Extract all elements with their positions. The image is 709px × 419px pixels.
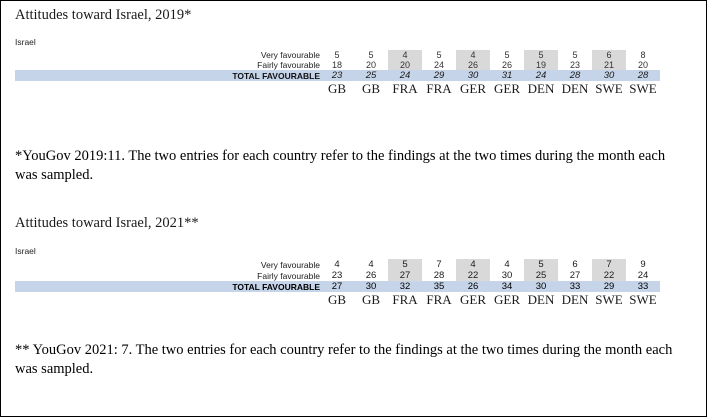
chart-2021-label: Israel [15, 246, 36, 256]
table-row-total [15, 281, 660, 292]
country-label: SWE [595, 292, 623, 307]
chart-2021-table [15, 259, 660, 308]
table-row [15, 270, 660, 281]
section2-heading: Attitudes toward Israel, 2021** [15, 215, 199, 231]
cell: 24 [433, 60, 444, 70]
chart-2019-table [15, 50, 660, 97]
cell: 28 [558, 70, 592, 81]
chart-2019 [15, 37, 685, 97]
row-label-fairly-favourable: Fairly favourable [257, 270, 320, 281]
cell: 4 [456, 259, 490, 270]
country-label: FRA [392, 292, 418, 307]
cell: 7 [592, 259, 626, 270]
cell: 4 [334, 259, 340, 270]
country-label: DEN [527, 81, 555, 96]
cell: 34 [490, 281, 524, 292]
country-label: GB [361, 292, 381, 307]
country-label: GB [327, 292, 347, 307]
cell: 26 [456, 60, 490, 70]
cell: 22 [592, 270, 626, 281]
cell: 30 [354, 281, 388, 292]
country-label: FRA [392, 81, 418, 96]
row-label-very-favourable: Very favourable [260, 259, 320, 270]
country-label: FRA [426, 81, 452, 96]
cell: 26 [501, 60, 512, 70]
cell: 33 [626, 281, 660, 292]
country-label: GER [494, 81, 520, 96]
table-row-total [15, 70, 660, 81]
cell: 18 [331, 60, 342, 70]
row-label-total-favourable: TOTAL FAVOURABLE [15, 281, 320, 292]
country-label: SWE [629, 292, 657, 307]
cell: 33 [558, 281, 592, 292]
country-label: GER [460, 81, 486, 96]
cell: 24 [388, 70, 422, 81]
table-row [15, 259, 660, 270]
cell: 29 [422, 70, 456, 81]
country-label: GER [494, 292, 520, 307]
country-label: DEN [561, 292, 589, 307]
cell: 30 [501, 270, 513, 281]
cell: 4 [504, 259, 510, 270]
country-label: GER [460, 292, 486, 307]
cell: 4 [456, 50, 490, 60]
chart-2019-label: Israel [15, 37, 36, 47]
cell: 28 [433, 270, 445, 281]
cell: 8 [640, 50, 646, 60]
cell: 24 [637, 270, 649, 281]
cell: 27 [388, 270, 422, 281]
cell: 6 [592, 50, 626, 60]
section2-note: ** YouGov 2021: 7. The two entries for each country refer to the findings at the two times during the month each was sampled. [15, 342, 673, 378]
cell: 29 [592, 281, 626, 292]
country-label: SWE [629, 81, 657, 96]
cell: 20 [365, 60, 376, 70]
table-row [15, 60, 660, 70]
cell: 5 [436, 50, 442, 60]
country-label: DEN [561, 81, 589, 96]
cell: 26 [456, 281, 490, 292]
table-row-countries [15, 292, 660, 308]
cell: 19 [524, 60, 558, 70]
row-label-very-favourable: Very favourable [260, 50, 320, 60]
cell: 20 [388, 60, 422, 70]
cell: 35 [422, 281, 456, 292]
cell: 30 [456, 70, 490, 81]
country-label: SWE [595, 81, 623, 96]
cell: 9 [640, 259, 646, 270]
cell: 4 [368, 259, 374, 270]
cell: 21 [592, 60, 626, 70]
cell: 30 [524, 281, 558, 292]
table-row-countries [15, 81, 660, 97]
table-row [15, 50, 660, 60]
cell: 5 [388, 259, 422, 270]
cell: 5 [572, 50, 578, 60]
chart-2021 [15, 246, 685, 308]
cell: 26 [365, 270, 377, 281]
cell: 22 [456, 270, 490, 281]
cell: 30 [592, 70, 626, 81]
section1-heading: Attitudes toward Israel, 2019* [15, 7, 192, 23]
cell: 4 [388, 50, 422, 60]
cell: 23 [320, 70, 354, 81]
cell: 5 [334, 50, 340, 60]
cell: 28 [626, 70, 660, 81]
cell: 5 [368, 50, 374, 60]
country-label: DEN [527, 292, 555, 307]
row-label-fairly-favourable: Fairly favourable [257, 60, 320, 70]
cell: 32 [388, 281, 422, 292]
cell: 20 [637, 60, 648, 70]
cell: 31 [490, 70, 524, 81]
cell: 7 [436, 259, 442, 270]
cell: 5 [524, 259, 558, 270]
cell: 23 [331, 270, 343, 281]
country-label: GB [327, 81, 347, 96]
cell: 6 [572, 259, 578, 270]
country-label: GB [361, 81, 381, 96]
cell: 5 [524, 50, 558, 60]
cell: 23 [569, 60, 580, 70]
country-label: FRA [426, 292, 452, 307]
row-label-total-favourable: TOTAL FAVOURABLE [15, 70, 320, 81]
cell: 5 [504, 50, 510, 60]
cell: 25 [354, 70, 388, 81]
cell: 25 [524, 270, 558, 281]
cell: 24 [524, 70, 558, 81]
section1-note: *YouGov 2019:11. The two entries for each country refer to the findings at the two times during the month each was sampled. [15, 148, 666, 184]
cell: 27 [569, 270, 581, 281]
cell: 27 [320, 281, 354, 292]
